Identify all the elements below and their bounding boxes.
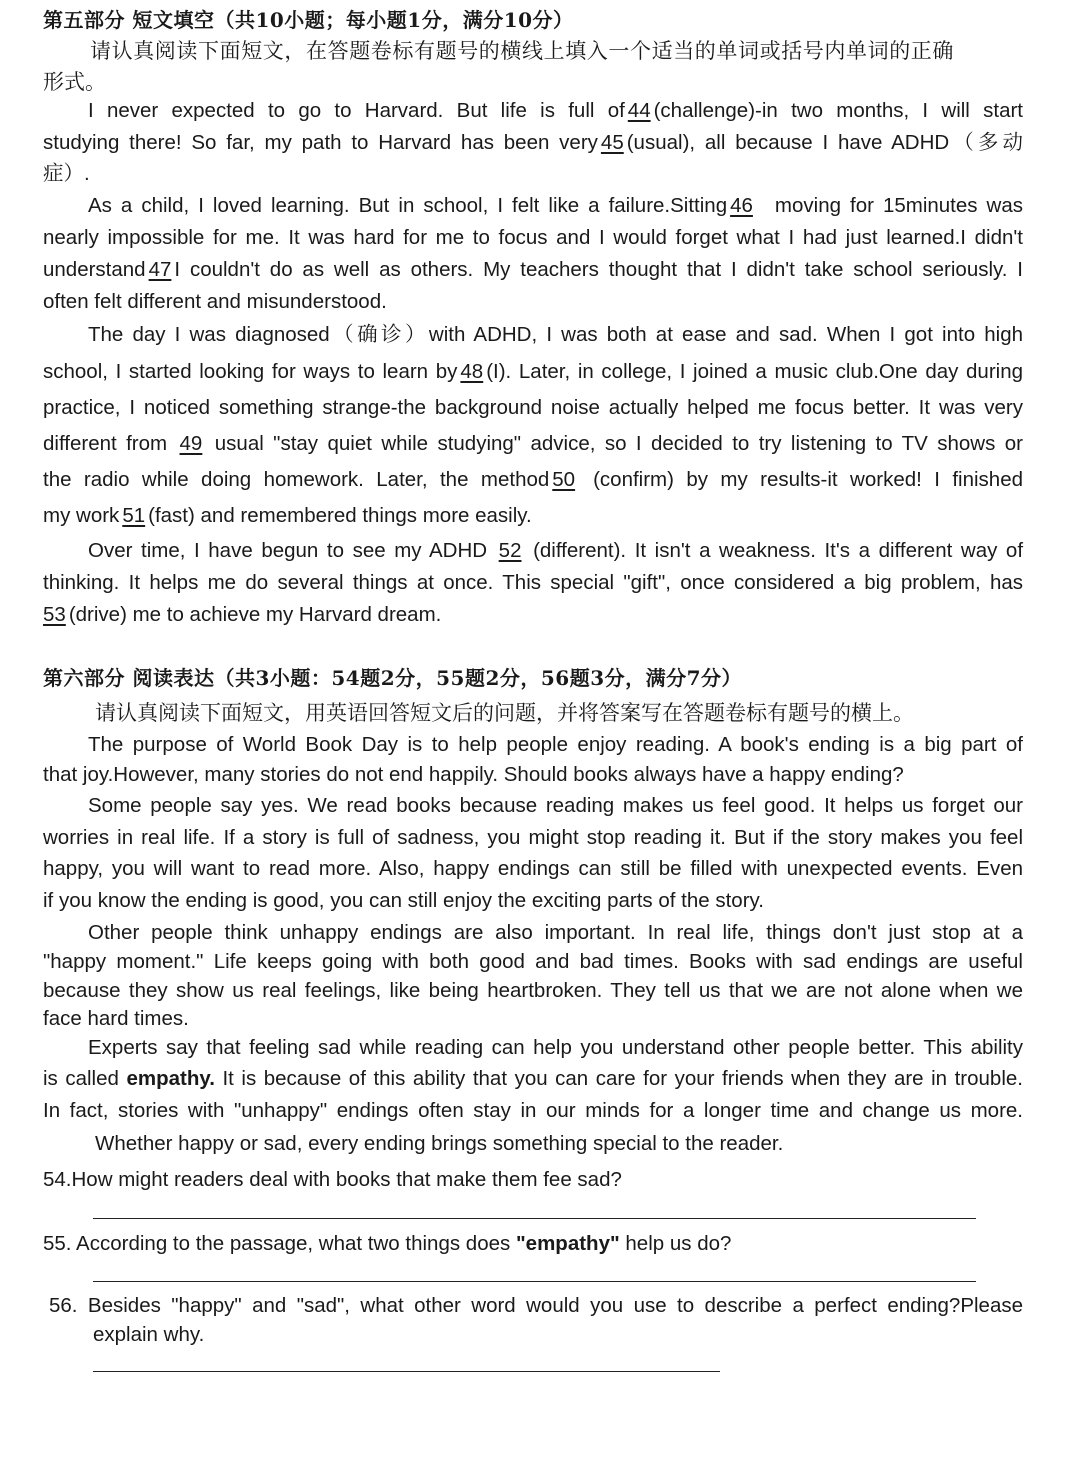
question-55: 55. According to the passage, what two things does "empathy" help us do? <box>43 1232 732 1255</box>
passage-line: Whether happy or sad, every ending brings something special to the reader. <box>95 1132 784 1155</box>
passage-line: understand 47 I couldn't do as well as others. My teachers thought that I didn't take school seriously. I <box>43 258 1023 281</box>
passage-line: school, I started looking for ways to learn by 48 (I). Later, in college, I joined a music club.One day during <box>43 360 1023 383</box>
blank-48[interactable]: 48 <box>460 360 484 383</box>
passage-line: happy, you will want to read more. Also, happy endings can still be filled with unexpected events. Even <box>43 857 1023 880</box>
passage-line: "happy moment." Life keeps going with both good and bad times. Books with sad endings are useful <box>43 950 1023 973</box>
passage-line: practice, I noticed something strange-the background noise actually helped me focus better. It was very <box>43 396 1023 419</box>
keyword-empathy: empathy. <box>126 1067 215 1090</box>
part5-instruction-cont: 形式。 <box>43 70 106 94</box>
passage-line: The day I was diagnosed（确诊）with ADHD, I was both at ease and sad. When I got into high <box>88 323 1023 346</box>
passage-line: I never expected to go to Harvard. But life is full of 44 (challenge)-in two months, I will start <box>88 99 1023 122</box>
passage-line: 症）. <box>43 162 90 185</box>
passage-line: Other people think unhappy endings are also important. In real life, things don't just stop at a <box>88 921 1023 944</box>
part6-instruction: 请认真阅读下面短文，用英语回答短文后的问题，并将答案写在答题卷标有题号的横上。 <box>95 701 914 725</box>
passage-line: often felt different and misunderstood. <box>43 290 387 313</box>
passage-line: worries in real life. If a story is full of sadness, you might stop reading it. But if the story makes you feel <box>43 826 1023 849</box>
blank-44[interactable]: 44 <box>627 99 651 122</box>
passage-line: the radio while doing homework. Later, the method 50 (confirm) by my results-it worked! I finished <box>43 468 1023 491</box>
answer-line-54[interactable] <box>93 1218 976 1219</box>
blank-53[interactable]: 53 <box>43 603 66 626</box>
answer-line-55[interactable] <box>93 1281 976 1282</box>
passage-line: 53 (drive) me to achieve my Harvard dream. <box>43 603 442 626</box>
passage-line: Experts say that feeling sad while reading can help you understand other people better. This ability <box>88 1036 1023 1059</box>
passage-line: Over time, I have begun to see my ADHD 52 (different). It isn't a weakness. It's a different way of <box>88 539 1024 562</box>
answer-line-56[interactable] <box>93 1371 720 1372</box>
passage-line: that joy.However, many stories do not end happily. Should books always have a happy ending? <box>43 763 904 786</box>
passage-line: is called empathy. It is because of this ability that you can care for your friends when they are in trouble. <box>43 1067 1023 1090</box>
question-56: 56. Besides "happy" and "sad", what other word would you use to describe a perfect ending?Please <box>49 1294 1023 1317</box>
part6-heading: 第六部分 阅读表达（共3小题：54题2分，55题2分，56题3分，满分7分） <box>43 666 743 690</box>
passage-line: Some people say yes. We read books because reading makes us feel good. It helps us forget our <box>88 794 1023 817</box>
blank-51[interactable]: 51 <box>122 504 146 527</box>
passage-line: my work 51 (fast) and remembered things more easily. <box>43 504 532 527</box>
passage-line: nearly impossible for me. It was hard for me to focus and I would forget what I had just learned.I didn't <box>43 226 1023 249</box>
blank-45[interactable]: 45 <box>600 131 624 154</box>
passage-line: if you know the ending is good, you can still enjoy the exciting parts of the story. <box>43 889 764 912</box>
part5-instruction: 请认真阅读下面短文，在答题卷标有题号的横线上填入一个适当的单词或括号内单词的正确 <box>90 39 954 63</box>
blank-50[interactable]: 50 <box>552 468 576 491</box>
passage-line: because they show us real feelings, like being heartbroken. They tell us that we are not alone when we <box>43 979 1023 1002</box>
passage-line: As a child, I loved learning. But in school, I felt like a failure.Sitting 46 moving for 15minutes was <box>88 194 1023 217</box>
passage-line: different from 49 usual "stay quiet while studying" advice, so I decided to try listening to TV shows or <box>43 432 1023 455</box>
blank-46[interactable]: 46 <box>730 194 753 217</box>
part5-heading: 第五部分 短文填空（共10小题；每小题1分，满分10分） <box>43 8 574 32</box>
question-56-cont: explain why. <box>93 1323 205 1346</box>
passage-line: In fact, stories with "unhappy" endings often stay in our minds for a longer time and change us more. <box>43 1099 1023 1122</box>
blank-52[interactable]: 52 <box>498 539 522 562</box>
passage-line: The purpose of World Book Day is to help people enjoy reading. A book's ending is a big part of <box>88 733 1023 756</box>
question-54: 54.How might readers deal with books that make them fee sad? <box>43 1168 622 1191</box>
passage-line: face hard times. <box>43 1007 189 1030</box>
passage-line: thinking. It helps me do several things at once. This special "gift", once considered a big problem, has <box>43 571 1023 594</box>
blank-49[interactable]: 49 <box>179 432 203 455</box>
blank-47[interactable]: 47 <box>148 258 172 281</box>
passage-line: studying there! So far, my path to Harvard has been very 45 (usual), all because I have ADHD（多动 <box>43 131 1023 154</box>
